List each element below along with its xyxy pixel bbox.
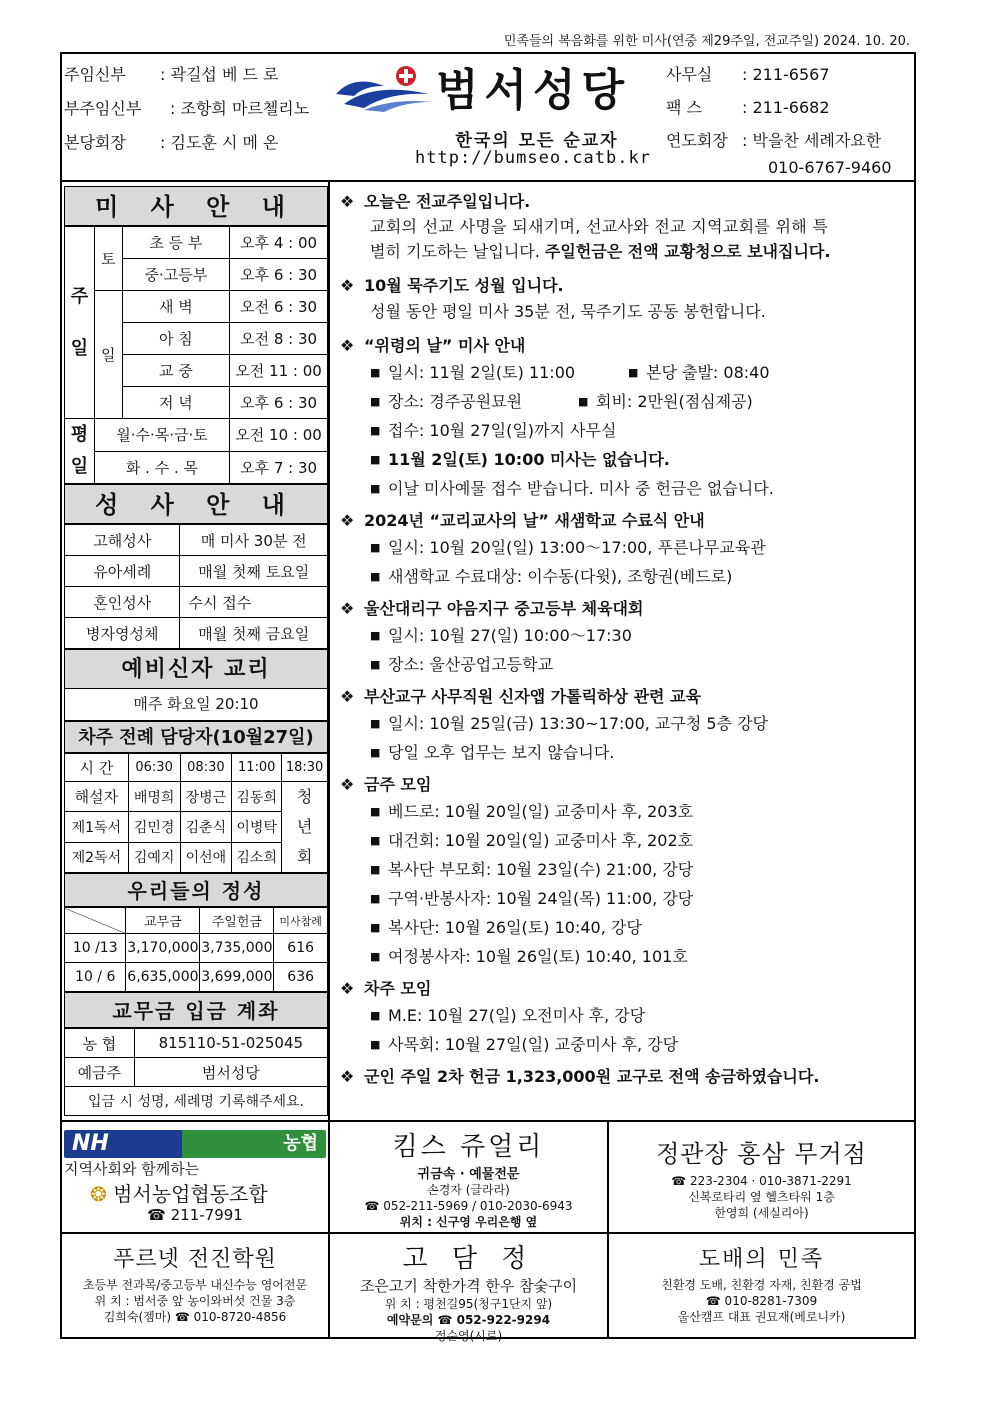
catechumen-time: 매주 화요일 20:10 — [64, 689, 328, 721]
square-bullet-icon: ■ — [370, 629, 381, 642]
mass-name: 월·수·목·금·토 — [94, 419, 229, 452]
sacrament-value: 매월 첫째 토요일 — [180, 556, 328, 587]
mass-name: 초 등 부 — [122, 227, 229, 259]
nh-name: ❂ 범서농업협동조합 — [90, 1182, 268, 1206]
list-item: ■ 장소: 울산공업고등학교 — [340, 650, 912, 679]
announcement-title: ❖ “위령의 날” 미사 안내 — [340, 334, 912, 358]
square-bullet-icon: ■ — [370, 1038, 381, 1051]
announcement-title: ❖ 군인 주일 2차 헌금 1,323,000원 교구로 전액 송금하였습니다. — [340, 1065, 912, 1089]
announcement-title: ❖ 오늘은 전교주일입니다. — [340, 190, 912, 214]
clergy-row: 본당회장 : 김도훈 시 메 온 — [64, 133, 279, 152]
clergy-row: 주임신부 : 곽길섭 베 드 로 — [64, 65, 279, 84]
account-table — [64, 1028, 328, 1116]
liturgy-cell: 배명희 — [128, 782, 180, 812]
square-bullet-icon: ■ — [370, 424, 381, 437]
mass-name: 새 벽 — [122, 291, 229, 323]
list-item: ■ 사목회: 10월 27일(일) 교중미사 후, 강당 — [340, 1030, 912, 1059]
contact-row: 팩 스 : 211-6682 — [666, 98, 830, 117]
mass-time: 오전 11 : 00 — [230, 355, 328, 387]
liturgy-header: 08:30 — [180, 754, 232, 782]
catechumen-title: 예비신자 교리 — [64, 649, 328, 689]
list-item: ■ 일시: 10월 27(일) 10:00～17:30 — [340, 621, 912, 650]
sacrament-title: 성 사 안 내 — [64, 484, 328, 524]
announcements — [340, 190, 912, 1089]
parish-logo-icon — [334, 64, 434, 112]
list-item: ■ 일시: 10월 20일(일) 13:00～17:00, 푸른나무교육관 — [340, 533, 912, 562]
offering-value: 616 — [274, 934, 328, 963]
sacrament-value: 매 미사 30분 전 — [180, 525, 328, 556]
square-bullet-icon: ■ — [370, 863, 381, 876]
diamond-bullet-icon: ❖ — [340, 336, 355, 355]
list-item: ■ 새샘학교 수료대상: 이수동(다윗), 조항권(베드로) — [340, 562, 912, 591]
parish-url[interactable]: http://bumseo.catb.kr — [415, 148, 651, 168]
sacrament-name: 유아세례 — [65, 556, 180, 587]
liturgy-cell: 김소희 — [232, 842, 282, 872]
announcement-title: ❖ 차주 모임 — [340, 977, 912, 1001]
list-item: ■ 일시: 10월 25일(금) 13:30~17:00, 교구청 5층 강당 — [340, 709, 912, 738]
offering-value: 6,635,000 — [126, 963, 200, 992]
liturgy-role: 제1독서 — [65, 812, 129, 842]
mass-title: 미 사 안 내 — [64, 186, 328, 226]
left-column — [64, 184, 328, 1116]
ad-kims: 킴스 쥬얼리 귀금속 · 예물전문 손경자 (글라라) ☎ 052-211-5969 / 010-2030-6943 위치 : 신구영 우리은행 옆 — [364, 1132, 573, 1229]
sacrament-name: 혼인성사 — [65, 587, 180, 618]
square-bullet-icon: ■ — [370, 541, 381, 554]
liturgy-header: 06:30 — [128, 754, 180, 782]
announcement-text: 성월 동안 평일 미사 35분 전, 묵주기도 공동 봉헌합니다. — [370, 302, 766, 321]
diamond-bullet-icon: ❖ — [340, 192, 355, 211]
diamond-bullet-icon: ❖ — [340, 775, 355, 794]
bank-account-number: 815110-51-025045 — [134, 1029, 327, 1058]
liturgy-cell: 김동희 — [232, 782, 282, 812]
mass-time: 오후 6 : 30 — [230, 387, 328, 419]
account-note: 입금 시 성명, 세례명 기록해주세요. — [65, 1087, 328, 1116]
saturday-label: 토 — [94, 227, 122, 291]
announcement-title: ❖ 부산교구 사무직원 신자앱 가톨릭하상 관련 교육 — [340, 685, 912, 709]
liturgy-table — [64, 753, 328, 873]
offering-header: 미사참례 — [274, 908, 328, 934]
sacrament-value: 수시 접수 — [180, 587, 328, 618]
liturgy-role: 해설자 — [65, 782, 129, 812]
announcement-text: 교회의 선교 사명을 되새기며, 선교사와 전교 지역교회를 위해 특 별히 기도하는 날입니다. 주일헌금은 전액 교황청으로 보내집니다. — [370, 217, 831, 261]
account-title: 교무금 입금 계좌 — [64, 992, 328, 1028]
square-bullet-icon: ■ — [370, 658, 381, 671]
mass-time: 오전 6 : 30 — [230, 291, 328, 323]
mass-name: 교 중 — [122, 355, 229, 387]
ads-divider — [60, 1120, 916, 1122]
offering-value: 3,170,000 — [126, 934, 200, 963]
square-bullet-icon: ■ — [370, 1009, 381, 1022]
sacrament-value: 매월 첫째 금요일 — [180, 618, 328, 649]
diamond-bullet-icon: ❖ — [340, 979, 355, 998]
mass-name: 화 . 수 . 목 — [94, 451, 229, 484]
contact-row: 사무실 : 211-6567 — [666, 65, 830, 84]
nh-phone: ☎ 211-7991 — [147, 1206, 243, 1224]
mass-name: 아 침 — [122, 323, 229, 355]
sacrament-name: 병자영성체 — [65, 618, 180, 649]
announcement-title: ❖ 10월 묵주기도 성월 입니다. — [340, 274, 912, 298]
bank-label: 농 협 — [65, 1029, 135, 1058]
sunday-sub-label: 일 — [94, 291, 122, 419]
list-item: ■ 구역·반봉사자: 10월 24일(목) 11:00, 강당 — [340, 884, 912, 913]
diamond-bullet-icon: ❖ — [340, 687, 355, 706]
square-bullet-icon: ■ — [370, 746, 381, 759]
account-holder: 범서성당 — [134, 1058, 327, 1087]
mass-table — [64, 226, 328, 484]
liturgy-cell: 이선애 — [180, 842, 232, 872]
offering-table — [64, 907, 328, 992]
list-item: ■ 베드로: 10월 20일(일) 교중미사 후, 203호 — [340, 797, 912, 826]
offering-header: 주일헌금 — [200, 908, 274, 934]
mass-time: 오전 10 : 00 — [230, 419, 328, 452]
square-bullet-icon: ■ — [370, 921, 381, 934]
contact-row: 연도회장 : 박을찬 세례자요한 — [666, 131, 882, 150]
parish-subtitle: 한국의 모든 순교자 — [455, 131, 619, 151]
square-bullet-icon: ■ — [370, 395, 381, 408]
list-item: ■ 이날 미사예물 접수 받습니다. 미사 중 헌금은 없습니다. — [340, 474, 912, 503]
square-bullet-icon: ■ — [370, 482, 381, 495]
list-item: ■ 대건회: 10월 20일(일) 교중미사 후, 202호 — [340, 826, 912, 855]
liturgy-cell: 장병근 — [180, 782, 232, 812]
diamond-bullet-icon: ❖ — [340, 511, 355, 530]
ads-row-divider — [60, 1232, 916, 1234]
square-bullet-icon: ■ — [370, 717, 381, 730]
list-item: ■ 접수: 10월 27일(일)까지 사무실 — [340, 416, 912, 445]
liturgy-cell: 김예지 — [128, 842, 180, 872]
mass-time: 오후 6 : 30 — [230, 259, 328, 291]
offering-value: 636 — [274, 963, 328, 992]
list-item: ■ 여정봉사자: 10월 26일(토) 10:40, 101호 — [340, 942, 912, 971]
list-item: ■ M.E: 10월 27(일) 오전미사 후, 강당 — [340, 1001, 912, 1030]
column-divider — [328, 182, 330, 1122]
ad-ginseng: 정관장 홍삼 무거점 ☎ 223-2304 · 010-3871-2291 신복로타리 옆 헬츠타워 1층 한영희 (세실리아) — [656, 1140, 867, 1220]
clergy-row: 부주임신부 : 조항희 마르첼리노 — [64, 99, 310, 118]
mass-time: 오후 7 : 30 — [230, 451, 328, 484]
ad-godam: 고 담 정 조은고기 착한가격 한우 참숯구이 위 치 : 평천길95(청구1단지 앞) 예약문의 ☎ 052-922-9294 정순영(시로) — [359, 1244, 578, 1343]
mass-name: 중·고등부 — [122, 259, 229, 291]
holder-label: 예금주 — [65, 1058, 135, 1087]
offering-date: 10 / 6 — [65, 963, 126, 992]
mass-name: 저 녁 — [122, 387, 229, 419]
square-bullet-icon: ■ — [370, 453, 381, 466]
sacrament-table — [64, 524, 328, 649]
list-item: ■ 복사단 부모회: 10월 23일(수) 21:00, 강당 — [340, 855, 912, 884]
youth-group-cell: 청 년 회 — [282, 782, 328, 873]
header-clergy — [64, 58, 334, 160]
header-contacts — [666, 58, 916, 179]
parish-title: 범서성당 — [436, 65, 631, 116]
sunday-label: 주 일 — [65, 227, 95, 419]
liturgy-role: 제2독서 — [65, 842, 129, 872]
liturgy-header: 시 간 — [65, 754, 129, 782]
square-bullet-icon: ■ — [370, 805, 381, 818]
liturgy-cell: 김춘식 — [180, 812, 232, 842]
square-bullet-icon: ■ — [370, 834, 381, 847]
announcement-title: ❖ 울산대리구 야음지구 중고등부 체육대회 — [340, 597, 912, 621]
sacrament-name: 고해성사 — [65, 525, 180, 556]
announcement-title: ❖ 금주 모임 — [340, 773, 912, 797]
liturgy-header: 18:30 — [282, 754, 328, 782]
list-item: ■ 당일 오후 업무는 보지 않습니다. — [340, 738, 912, 767]
list-item: ■ 장소: 경주공원묘원 ■ 회비: 2만원(점심제공) — [340, 387, 912, 416]
top-line: 민족들의 복음화를 위한 미사(연중 제29주일, 전교주일) 2024. 10. 20. — [503, 34, 910, 49]
nh-logo-text: 농협 — [283, 1133, 318, 1154]
square-bullet-icon: ■ — [370, 570, 381, 583]
list-item: ■ 복사단: 10월 26일(토) 10:40, 강당 — [340, 913, 912, 942]
offering-header: 교무금 — [126, 908, 200, 934]
nh-banner — [64, 1130, 326, 1158]
diagonal-cell — [65, 908, 126, 934]
square-bullet-icon: ■ — [370, 950, 381, 963]
list-item: ■ 일시: 11월 2일(토) 11:00 ■ 본당 출발: 08:40 — [340, 358, 912, 387]
diamond-bullet-icon: ❖ — [340, 1067, 355, 1086]
square-bullet-icon: ■ — [628, 366, 639, 379]
liturgy-cell: 김민경 — [128, 812, 180, 842]
diamond-bullet-icon: ❖ — [340, 276, 355, 295]
offering-title: 우리들의 정성 — [64, 873, 328, 907]
liturgy-header: 11:00 — [232, 754, 282, 782]
square-bullet-icon: ■ — [578, 395, 589, 408]
ad-dobae: 도배의 민족 친환경 도배, 친환경 자재, 친환경 공법 ☎ 010-8281-7309 울산캠프 대표 권묘재(베로니카) — [661, 1247, 862, 1324]
liturgy-title: 차주 전례 담당자(10월27일) — [64, 721, 328, 753]
list-item: ■ 11월 2일(토) 10:00 미사는 없습니다. — [340, 445, 912, 474]
offering-date: 10 /13 — [65, 934, 126, 963]
diamond-bullet-icon: ❖ — [340, 599, 355, 618]
offering-value: 3,735,000 — [200, 934, 274, 963]
nh-emblem-icon: ❂ — [90, 1182, 107, 1206]
nh-logo: NH — [72, 1131, 109, 1156]
mass-time: 오전 8 : 30 — [230, 323, 328, 355]
square-bullet-icon: ■ — [370, 366, 381, 379]
nh-tagline: 지역사회와 함께하는 — [64, 1160, 200, 1178]
contact-row: 010-6767-9460 — [768, 158, 892, 177]
weekday-label: 평 일 — [65, 419, 95, 484]
offering-value: 3,699,000 — [200, 963, 274, 992]
liturgy-cell: 이병탁 — [232, 812, 282, 842]
header-divider — [60, 180, 916, 182]
square-bullet-icon: ■ — [370, 892, 381, 905]
mass-time: 오후 4 : 00 — [230, 227, 328, 259]
announcement-title: ❖ 2024년 “교리교사의 날” 새샘학교 수료식 안내 — [340, 509, 912, 533]
ad-academy: 푸르넷 전진학원 초등부 전과목/중고등부 내신수능 영어전문 위 치 : 범서중 앞 농이와버섯 건물 3층 김희숙(젬마) ☎ 010-8720-4856 — [82, 1247, 308, 1324]
